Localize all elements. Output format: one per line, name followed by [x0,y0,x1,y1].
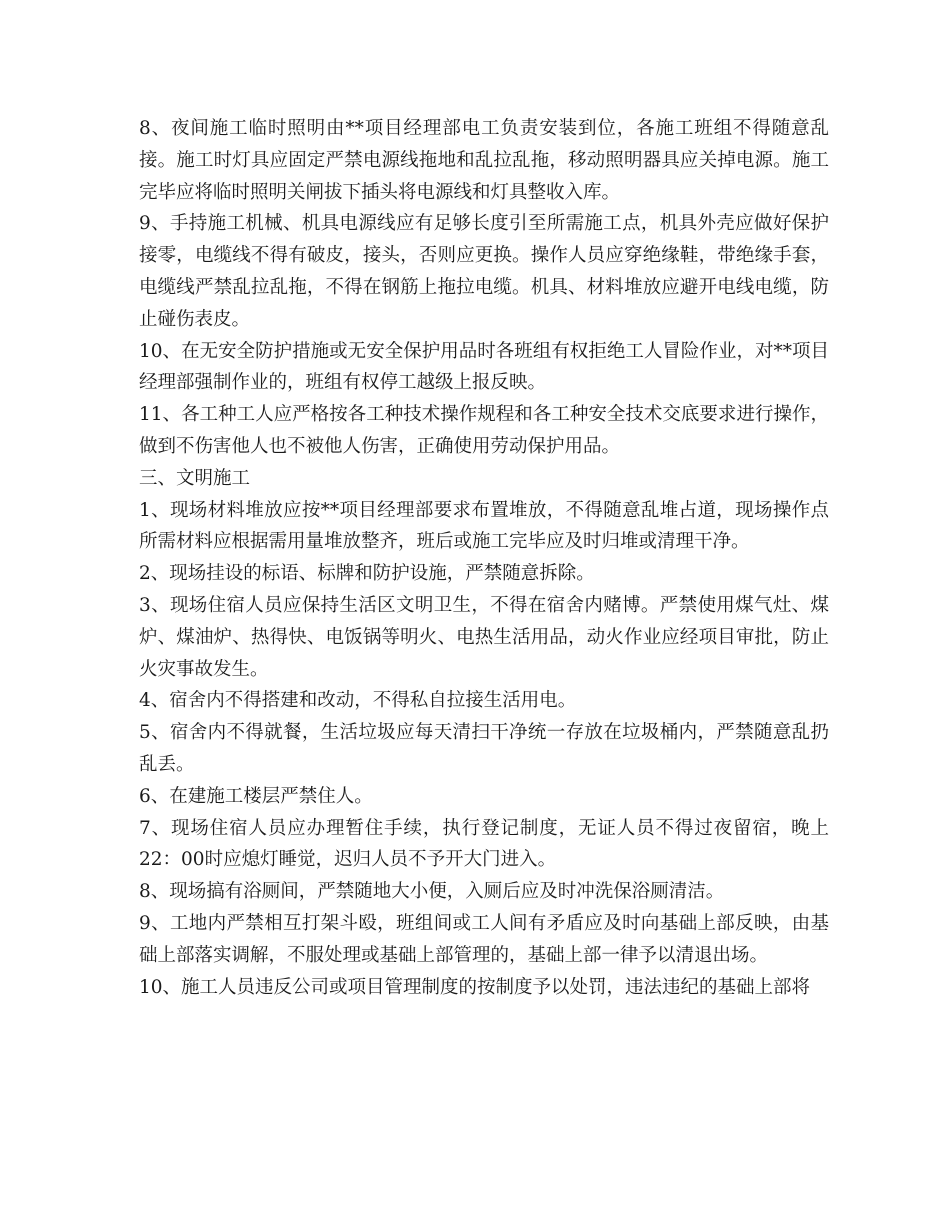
paragraph-item-6-no-residence: 6、在建施工楼层严禁住人。 [139,785,373,807]
paragraph-item-10-penalties: 10、施工人员违反公司或项目管理制度的按制度予以处罚，违法违纪的基础上部将 [139,976,811,998]
paragraph-item-8-lighting: 8、夜间施工临时照明由**项目经理部电工负责安装到位，各施工班组不得随意乱接。施工时灯具应固定严禁电源线拖地和乱拉乱拖，移动照明器具应关掉电源。施工完毕应将临时照明关闸拔下插头将电源线和灯具整收入库。 [139,118,829,203]
paragraph-item-9-no-fighting: 9、工地内严禁相互打架斗殴，班组间或工人间有矛盾应及时向基础上部反映，由基础上部落实调解，不服处理或基础上部管理的，基础上部一律予以清退出场。 [139,912,829,966]
paragraph-item-9-power-tools: 9、手持施工机械、机具电源线应有足够长度引至所需施工点，机具外壳应做好保护接零，电缆线不得有破皮，接头，否则应更换。操作人员应穿绝缘鞋，带绝缘手套，电缆线严禁乱拉乱拖，不得在钢筋上拖拉电缆。机具、材料堆放应避开电线电缆，防止碰伤表皮。 [139,213,829,330]
paragraph-item-1-materials: 1、现场材料堆放应按**项目经理部要求布置堆放，不得随意乱堆占道，现场操作点所需材料应根据需用量堆放整齐，班后或施工完毕应及时归堆或清理干净。 [139,499,829,553]
section-heading-civilized-construction: 三、文明施工 [139,467,251,489]
paragraph-item-11-operation-rules: 11、各工种工人应严格按各工种技术操作规程和各工种安全技术交底要求进行操作，做到不伤害他人也不被他人伤害，正确使用劳动保护用品。 [139,404,829,457]
paragraph-item-2-signs: 2、现场挂设的标语、标牌和防护设施，严禁随意拆除。 [139,563,595,585]
paragraph-item-3-dormitory-hygiene: 3、现场住宿人员应保持生活区文明卫生，不得在宿舍内赌博。严禁使用煤气灶、煤炉、煤油炉、热得快、电饭锅等明火、电热生活用品，动火作业应经项目审批，防止火灾事故发生。 [139,594,829,680]
paragraph-item-5-no-dining: 5、宿舍内不得就餐，生活垃圾应每天清扫干净统一存放在垃圾桶内，严禁随意乱扔乱丢。 [139,722,829,775]
paragraph-item-8-toilets: 8、现场搞有浴厕间，严禁随地大小便，入厕后应及时冲洗保浴厕清洁。 [139,881,725,903]
paragraph-item-4-no-building: 4、宿舍内不得搭建和改动，不得私自拉接生活用电。 [139,690,577,712]
paragraph-item-7-registration: 7、现场住宿人员应办理暂住手续，执行登记制度，无证人员不得过夜留宿，晚上22：00时应熄灯睡觉，迟归人员不予开大门进入。 [139,817,829,871]
paragraph-item-10-refuse-risk: 10、在无安全防护措施或无安全保护用品时各班组有权拒绝工人冒险作业，对**项目经理部强制作业的，班组有权停工越级上报反映。 [139,340,829,394]
document-body [139,113,829,1003]
